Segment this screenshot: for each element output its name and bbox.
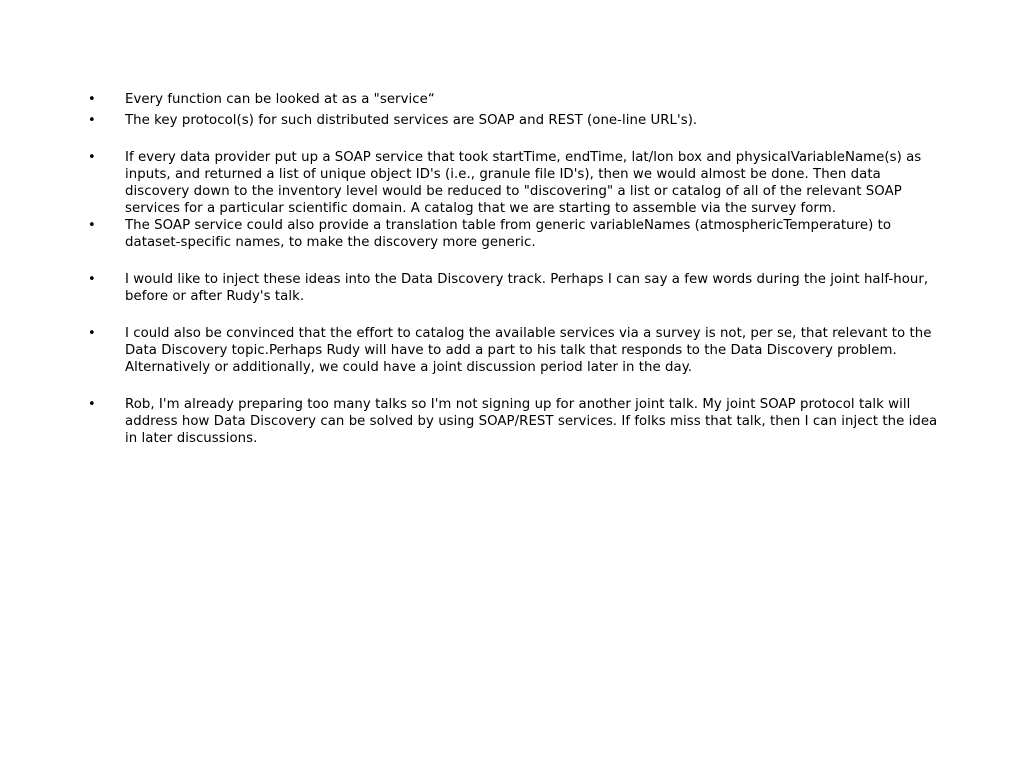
bullet-icon: •	[88, 92, 96, 107]
bullet-item-translation-table	[88, 217, 948, 251]
bullet-item-joint-talk	[88, 396, 948, 447]
bullet-text: Every function can be looked at as a "service“	[125, 92, 435, 107]
bullet-item-catalog-survey	[88, 325, 948, 376]
bullet-item-soap-provider	[88, 149, 948, 217]
bullet-text: I could also be convinced that the effort to catalog the available services via a survey is not, per se, that relevant to the Data Discovery topic.Perhaps Rudy will have to add a part to his talk that responds to the Data Discovery problem. Alternatively or additionally, we could have a joint discussion period later in the day.	[125, 326, 932, 375]
bullet-text: I would like to inject these ideas into the Data Discovery track. Perhaps I can say a few words during the joint half-hour, before or after Rudy's talk.	[125, 272, 929, 304]
bullet-item-service	[88, 91, 948, 108]
bullet-icon: •	[88, 326, 96, 341]
bullet-item-protocols	[88, 112, 948, 129]
bullet-text: If every data provider put up a SOAP service that took startTime, endTime, lat/lon box and physicalVariableName(s) as inputs, and returned a list of unique object ID's (i.e., granule file ID's), then we would almost be done. Then data discovery down to the inventory level would be reduced to "discovering" a list or catalog of all of the relevant SOAP services for a particular scientific domain. A catalog that we are starting to assemble via the survey form.	[125, 150, 922, 216]
bullet-icon: •	[88, 218, 96, 233]
bullet-list	[88, 91, 948, 447]
bullet-text: The SOAP service could also provide a translation table from generic variableNames (atmosphericTemperature) to dataset-specific names, to make the discovery more generic.	[125, 218, 892, 250]
bullet-icon: •	[88, 397, 96, 412]
bullet-item-inject-ideas	[88, 271, 948, 305]
bullet-icon: •	[88, 150, 96, 165]
bullet-text: The key protocol(s) for such distributed services are SOAP and REST (one-line URL's).	[125, 113, 698, 128]
bullet-text: Rob, I'm already preparing too many talks so I'm not signing up for another joint talk. My joint SOAP protocol talk will address how Data Discovery can be solved by using SOAP/REST services. If folks miss that talk, then I can inject the idea in later discussions.	[125, 397, 938, 446]
bullet-icon: •	[88, 113, 96, 128]
bullet-icon: •	[88, 272, 96, 287]
